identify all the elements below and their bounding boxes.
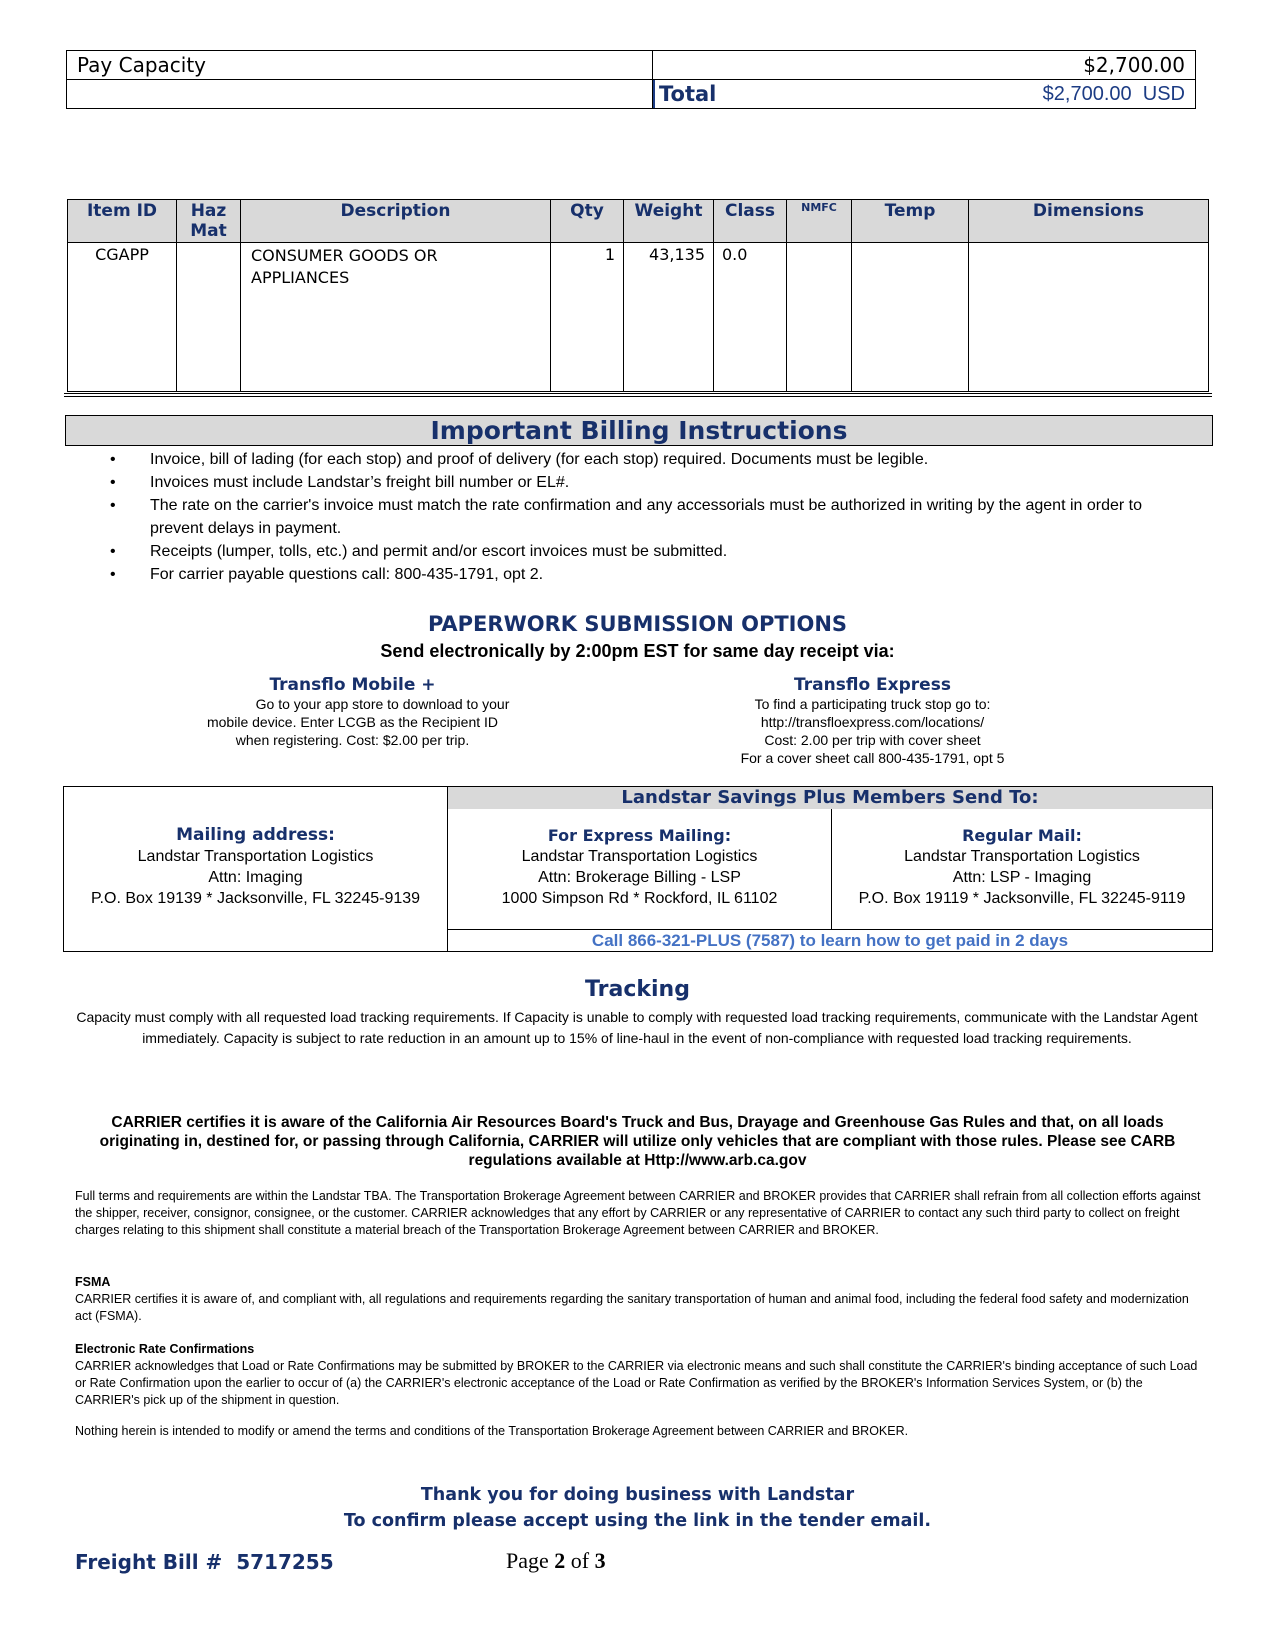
billing-list — [110, 448, 1190, 586]
terms-full: Full terms and requirements are within the Landstar TBA. The Transportation Brokerage Agreement between CARRIER and BROKER provides that CARRIER shall refrain from all collection efforts against the shipper, receiver, consignor, consignee, or the customer. CARRIER acknowledges that any effort by CARRIER or any representative of CARRIER to contact any such third party to collect on freight charges relating to this shipment shall constitute a material breach of the Transportation Brokerage Agreement between CARRIER and BROKER. — [75, 1189, 1201, 1237]
regular-mail-line2: Attn: LSP - Imaging — [952, 869, 1092, 886]
total-label: Total — [653, 80, 716, 108]
regular-mail — [832, 809, 1212, 909]
page-total: 3 — [594, 1548, 606, 1573]
regular-mail-line1: Landstar Transportation Logistics — [904, 848, 1140, 865]
mailing-address-panel — [64, 787, 448, 951]
transflo-express-line3: Cost: 2.00 per trip with cover sheet — [764, 732, 981, 748]
transflo-express-link: http://transfloexpress.com/locations/ — [760, 714, 985, 730]
terms-nothing: Nothing herein is intended to modify or amend the terms and conditions of the Transportation Brokerage Agreement between CARRIER and BROKER. — [75, 1424, 909, 1438]
total-empty-cell — [67, 80, 653, 109]
col-dimensions: Dimensions — [969, 200, 1209, 243]
cell-nmfc — [787, 243, 852, 392]
pay-capacity-row — [67, 51, 1196, 80]
col-item-id: Item ID — [68, 200, 177, 243]
transflo-express-line4: For a cover sheet call 800-435-1791, opt 5 — [740, 750, 1005, 766]
total-cell — [653, 80, 1196, 109]
tracking-text: Capacity must comply with all requested load tracking requirements. If Capacity is unable to comply with requested load tracking requirements, communicate with the Landstar Agent immediately. Capacity is subject to rate reduction in an amount up to 15% of line-haul in the event of non-compliance with requested load tracking requirements. — [76, 1009, 1198, 1046]
thanks-block — [0, 1482, 1275, 1534]
freight-bill — [75, 1550, 334, 1574]
cell-haz-mat — [177, 243, 241, 392]
transflo-express-line1: To find a participating truck stop go to: — [754, 696, 991, 712]
mailing-box — [63, 786, 1213, 952]
list-item: • Invoices must include Landstar’s freight bill number or EL#. — [110, 471, 1190, 494]
regular-mail-panel — [832, 809, 1212, 929]
fsma-title: FSMA — [75, 1275, 111, 1289]
list-item: • The rate on the carrier's invoice must match the rate confirmation and any accessorials must be authorized in writing by the agent in order to prevent delays in payment. — [110, 494, 1190, 540]
paperwork-subtitle: Send electronically by 2:00pm EST for same day receipt via: — [380, 641, 895, 661]
transflo-mobile-line3: when registering. Cost: $2.00 per trip. — [235, 732, 470, 748]
mailing-address — [64, 787, 447, 909]
total-row — [67, 80, 1196, 109]
items-bottom-rule — [64, 393, 1212, 397]
cell-item-id: CGAPP — [68, 243, 177, 392]
items-header-row — [68, 200, 1209, 243]
items-table — [67, 199, 1209, 392]
mailing-address-line2: Attn: Imaging — [208, 869, 303, 886]
cell-dimensions — [969, 243, 1209, 392]
thanks-line1: Thank you for doing business with Landstar — [420, 1485, 855, 1505]
lsp-panel — [448, 787, 1212, 951]
total-currency: USD — [1142, 82, 1185, 105]
page-indicator — [506, 1548, 606, 1574]
transflo-mobile-line1: Go to your app store to download to your — [255, 696, 510, 712]
cell-qty: 1 — [551, 243, 624, 392]
cell-class: 0.0 — [714, 243, 787, 392]
list-item: • For carrier payable questions call: 800-435-1791, opt 2. — [110, 563, 1190, 586]
freight-bill-number: 5717255 — [236, 1550, 334, 1574]
cell-temp — [852, 243, 969, 392]
total-amount — [716, 83, 1195, 106]
lsp-header: Landstar Savings Plus Members Send To: — [448, 787, 1212, 809]
express-mailing-line3: 1000 Simpson Rd * Rockford, IL 61102 — [501, 890, 778, 907]
pay-capacity-amount: $2,700.00 — [653, 51, 1196, 80]
erc-text: CARRIER acknowledges that Load or Rate Confirmations may be submitted by BROKER to the CARRIER via electronic means and such shall constitute the CARRIER's binding acceptance of such Load or Rate Confirmation upon the earlier to occur of (a) the CARRIER's electronic acceptance of the Load or Rate Confirmation as verified by the BROKER's Information Services System, or (b) the CARRIER's pick up of the shipment in question. — [75, 1359, 1198, 1407]
page-of-word: of — [570, 1548, 590, 1573]
billing-header: Important Billing Instructions — [65, 415, 1213, 446]
cell-description: CONSUMER GOODS OR APPLIANCES — [241, 243, 551, 392]
transflo-mobile-block — [180, 675, 525, 749]
fsma-section — [75, 1274, 1205, 1325]
express-mailing-panel — [448, 809, 832, 929]
page-word: Page — [506, 1548, 549, 1573]
table-row — [68, 243, 1209, 392]
erc-section — [75, 1341, 1205, 1409]
transflo-express-title: Transflo Express — [794, 675, 951, 695]
mailing-address-line3: P.O. Box 19139 * Jacksonville, FL 32245-9139 — [90, 890, 421, 907]
express-mailing-line1: Landstar Transportation Logistics — [521, 848, 758, 865]
tracking-title: Tracking — [585, 977, 690, 1002]
transflo-mobile-title: Transflo Mobile + — [269, 675, 436, 695]
cell-weight: 43,135 — [624, 243, 714, 392]
col-nmfc: NMFC — [787, 200, 852, 243]
col-qty: Qty — [551, 200, 624, 243]
page-number: 2 — [554, 1548, 566, 1573]
fsma-text: CARRIER certifies it is aware of, and compliant with, all regulations and requirements regarding the sanitary transportation of human and animal food, including the federal food safety and modernization act (FSMA). — [75, 1292, 1189, 1323]
col-weight: Weight — [624, 200, 714, 243]
carb-statement: CARRIER certifies it is aware of the California Air Resources Board's Truck and Bus, Drayage and Greenhouse Gas Rules and that, on all loads originating in, destined for, or passing through California, CARRIER will utilize only vehicles that are compliant with those rules. Please see CARB regulations available at Http://www.arb.ca.gov — [99, 1114, 1176, 1169]
mailing-address-title: Mailing address: — [176, 825, 335, 845]
express-mailing-title: For Express Mailing: — [547, 826, 732, 845]
freight-bill-label: Freight Bill # — [75, 1550, 223, 1574]
regular-mail-line3: P.O. Box 19119 * Jacksonville, FL 32245-9119 — [858, 890, 1186, 907]
transflo-express-block — [700, 675, 1045, 767]
col-temp: Temp — [852, 200, 969, 243]
thanks-line2: To confirm please accept using the link in the tender email. — [343, 1511, 932, 1531]
total-amount-value: $2,700.00 — [1042, 82, 1132, 105]
list-item: • Invoice, bill of lading (for each stop) and proof of delivery (for each stop) required. Documents must be legible. — [110, 448, 1190, 471]
col-class: Class — [714, 200, 787, 243]
lsp-call-line: Call 866-321-PLUS (7587) to learn how to get paid in 2 days — [448, 929, 1212, 952]
col-description: Description — [241, 200, 551, 243]
paperwork-title: PAPERWORK SUBMISSION OPTIONS — [427, 612, 848, 636]
transflo-mobile-line2: mobile device. Enter LCGB as the Recipient ID — [206, 714, 499, 730]
mailing-address-line1: Landstar Transportation Logistics — [137, 848, 374, 865]
pay-capacity-label: Pay Capacity — [67, 51, 653, 80]
regular-mail-title: Regular Mail: — [962, 826, 1082, 845]
col-haz-mat: Haz Mat — [177, 200, 241, 243]
express-mailing-line2: Attn: Brokerage Billing - LSP — [538, 869, 741, 886]
express-mailing — [448, 809, 831, 909]
pay-capacity-table — [66, 50, 1196, 109]
erc-title: Electronic Rate Confirmations — [75, 1342, 255, 1356]
list-item: • Receipts (lumper, tolls, etc.) and permit and/or escort invoices must be submitted. — [110, 540, 1190, 563]
